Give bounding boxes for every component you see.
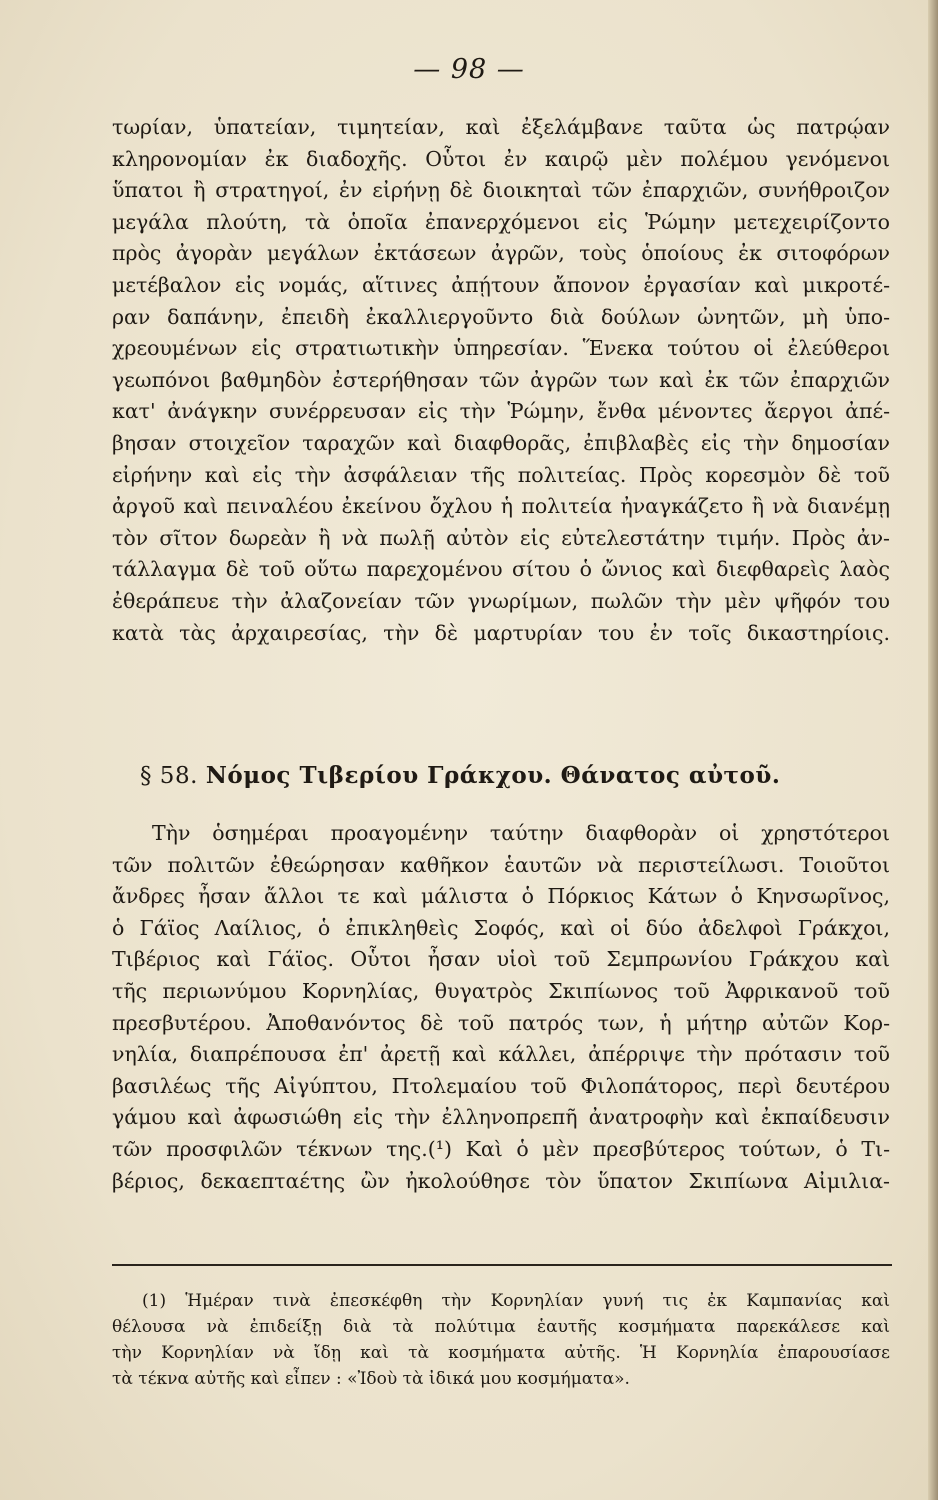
footnote-line: τὴν Κορνηλίαν νὰ ἴδῃ καὶ τὰ κοσμήματα αὐτῆς. Ἡ Κορνηλία ἐπαρουσίασε bbox=[112, 1343, 890, 1363]
text-line: βέριος, δεκαεπταέτης ὢν ἠκολούθησε τὸν ὕπατον Σκιπίωνα Αἰμιλια- bbox=[112, 1168, 890, 1193]
text-line: πρὸς ἀγορὰν μεγάλων ἐκτάσεων ἀγρῶν, τοὺς ὁποίους ἐκ σιτοφόρων bbox=[112, 241, 890, 266]
text-line: ραν δαπάνην, ἐπειδὴ ἐκαλλιεργοῦντο διὰ δούλων ὠνητῶν, μὴ ὑπο- bbox=[112, 304, 890, 329]
text-line: μετέβαλον εἰς νομάς, αἵτινες ἀπῄτουν ἄπονον ἐργασίαν καὶ μικροτέ- bbox=[112, 272, 890, 297]
text-line: τωρίαν, ὑπατείαν, τιμητείαν, καὶ ἐξελάμβανε ταῦτα ὡς πατρῴαν bbox=[112, 115, 890, 139]
text-line: βασιλέως τῆς Αἰγύπτου, Πτολεμαίου τοῦ Φιλοπάτορος, περὶ δευτέρου bbox=[112, 1073, 890, 1098]
text-line: πρεσβυτέρου. Ἀποθανόντος δὲ τοῦ πατρός των, ἡ μήτηρ αὐτῶν Κορ- bbox=[112, 1010, 890, 1035]
text-line: βησαν στοιχεῖον ταραχῶν καὶ διαφθορᾶς, ἐπιβλαβὲς εἰς τὴν δημοσίαν bbox=[112, 430, 890, 455]
text-line: τάλλαγμα δὲ τοῦ οὕτω παρεχομένου σίτου ὁ ὤνιος καὶ διεφθαρεὶς λαὸς bbox=[112, 557, 890, 582]
footnote bbox=[112, 1288, 890, 1392]
text-line: κληρονομίαν ἐκ διαδοχῆς. Οὗτοι ἐν καιρῷ μὲν πολέμου γενόμενοι bbox=[112, 146, 890, 171]
text-line: ὕπατοι ἢ στρατηγοί, ἐν εἰρήνῃ δὲ διοικηταὶ τῶν ἐπαρχιῶν, συνήθροιζον bbox=[112, 178, 890, 203]
text-line: κατὰ τὰς ἀρχαιρεσίας, τὴν δὲ μαρτυρίαν του ἐν τοῖς δικαστηρίοις. bbox=[112, 620, 890, 645]
text-line: γάμου καὶ ἀφωσιώθη εἰς τὴν ἐλληνοπρεπῆ ἀνατροφὴν καὶ ἐκπαίδευσιν bbox=[112, 1105, 890, 1130]
page-number: — 98 — bbox=[413, 54, 525, 85]
text-line: τῶν πολιτῶν ἐθεώρησαν καθῆκον ἑαυτῶν νὰ περιστείλωσι. Τοιοῦτοι bbox=[112, 852, 890, 877]
paragraph-2 bbox=[112, 818, 890, 1197]
text-line: τῶν προσφιλῶν τέκνων της.(¹) Καὶ ὁ μὲν πρεσβύτερος τούτων, ὁ Τι- bbox=[112, 1136, 890, 1161]
text-line: κατ' ἀνάγκην συνέρρευσαν εἰς τὴν Ῥώμην, ἔνθα μένοντες ἄεργοι ἀπέ- bbox=[112, 399, 890, 424]
footnote-line: τὰ τέκνα αὐτῆς καὶ εἶπεν : «Ἰδοὺ τὰ ἰδικά μου κοσμήματα». bbox=[112, 1369, 630, 1389]
text-line: ἄνδρες ἦσαν ἄλλοι τε καὶ μάλιστα ὁ Πόρκιος Κάτων ὁ Κηνσωρῖνος, bbox=[112, 884, 890, 909]
section-title: Νόμος Τιβερίου Γράκχου. Θάνατος αὐτοῦ. bbox=[205, 762, 781, 789]
text-line: ὁ Γάϊος Λαίλιος, ὁ ἐπικληθεὶς Σοφός, καὶ οἱ δύο ἀδελφοὶ Γράκχοι, bbox=[112, 915, 890, 940]
text-line: Τὴν ὁσημέραι προαγομένην ταύτην διαφθορὰν οἱ χρηστότεροι bbox=[152, 821, 890, 845]
text-line: γεωπόνοι βαθμηδὸν ἐστερήθησαν τῶν ἀγρῶν των καὶ ἐκ τῶν ἐπαρχιῶν bbox=[112, 367, 890, 392]
text-line: μεγάλα πλούτη, τὰ ὁποῖα ἐπανερχόμενοι εἰς Ῥώμην μετεχειρίζοντο bbox=[112, 209, 890, 234]
text-line: ἀργοῦ καὶ πειναλέου ἐκείνου ὄχλου ἡ πολιτεία ἠναγκάζετο ἢ νὰ διανέμῃ bbox=[112, 494, 890, 519]
text-line: Τιβέριος καὶ Γάϊος. Οὗτοι ἦσαν υἱοὶ τοῦ Σεμπρωνίου Γράκχου καὶ bbox=[112, 947, 890, 972]
footnote-line: θέλουσα νὰ ἐπιδείξῃ διὰ τὰ πολύτιμα ἑαυτῆς κοσμήματα παρεκάλεσε καὶ bbox=[112, 1317, 890, 1337]
paragraph-1 bbox=[112, 112, 890, 649]
footnote-divider bbox=[112, 1264, 892, 1266]
section-number: § 58. bbox=[140, 763, 198, 789]
text-line: τῆς περιωνύμου Κορνηλίας, θυγατρὸς Σκιπίωνος τοῦ Ἀφρικανοῦ τοῦ bbox=[112, 978, 890, 1003]
section-heading bbox=[140, 762, 880, 789]
page-edge bbox=[928, 0, 938, 1500]
footnote-line: (1) Ἡμέραν τινὰ ἐπεσκέφθη τὴν Κορνηλίαν γυνή τις ἐκ Καμπανίας καὶ bbox=[142, 1291, 890, 1311]
text-line: ἐθεράπευε τὴν ἀλαζονείαν τῶν γνωρίμων, πωλῶν τὴν μὲν ψῆφόν του bbox=[112, 588, 890, 613]
text-line: χρεουμένων εἰς στρατιωτικὴν ὑπηρεσίαν. Ἕνεκα τούτου οἱ ἐλεύθεροι bbox=[112, 336, 890, 361]
text-line: νηλία, διαπρέπουσα ἐπ' ἀρετῇ καὶ κάλλει, ἀπέρριψε τὴν πρότασιν τοῦ bbox=[112, 1042, 890, 1067]
text-line: εἰρήνην καὶ εἰς τὴν ἀσφάλειαν τῆς πολιτείας. Πρὸς κορεσμὸν δὲ τοῦ bbox=[112, 462, 890, 487]
text-line: τὸν σῖτον δωρεὰν ἢ νὰ πωλῇ αὐτὸν εἰς εὐτελεστάτην τιμήν. Πρὸς ἀν- bbox=[112, 525, 890, 550]
